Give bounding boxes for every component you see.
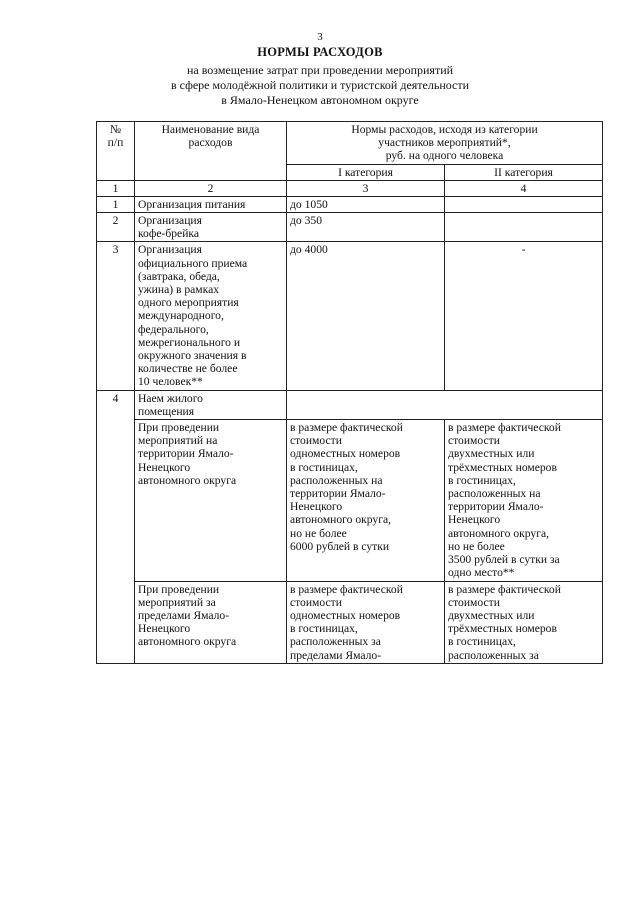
document-subtitle xyxy=(0,63,640,108)
expense-name: Наем жилого помещения xyxy=(135,390,287,419)
column-number: 4 xyxy=(445,180,603,196)
header-category-2: II категория xyxy=(445,164,603,180)
column-number: 2 xyxy=(135,180,287,196)
subexpense-name: При проведении мероприятий за пределами Ямало- Ненецкого автономного округа xyxy=(135,581,287,663)
expense-name: Организация официального приема (завтрака, обеда, ужина) в рамках одного мероприятия международного, федерального, межрегионального и окружного значения в количестве не более 10 человек** xyxy=(135,242,287,390)
table-subrow xyxy=(97,581,603,663)
column-number: 3 xyxy=(287,180,445,196)
category-2-value xyxy=(445,196,603,212)
category-2-value: в размере фактической стоимости двухместных или трёхместных номеров в гостиницах, расположенных на территории Ямало- Ненецкого автономного округа, но не более 3500 рублей в сутки за одно место** xyxy=(445,420,603,581)
column-number-row xyxy=(97,180,603,196)
subtitle-line: в Ямало-Ненецком автономном округе xyxy=(221,93,419,107)
header-expense-type: Наименование вида расходов xyxy=(135,122,287,181)
table-header-row xyxy=(97,122,603,165)
document-title: НОРМЫ РАСХОДОВ xyxy=(257,45,383,59)
row-number: 1 xyxy=(97,196,135,212)
table-row xyxy=(97,213,603,242)
header-number: № п/п xyxy=(97,122,135,181)
expense-name: Организация кофе-брейка xyxy=(135,213,287,242)
table-row xyxy=(97,242,603,390)
table-row xyxy=(97,196,603,212)
subexpense-name: При проведении мероприятий на территории Ямало- Ненецкого автономного округа xyxy=(135,420,287,581)
category-1-value: в размере фактической стоимости одноместных номеров в гостиницах, расположенных за пределами Ямало- xyxy=(287,581,445,663)
table-row xyxy=(97,390,603,419)
norms-table xyxy=(96,121,603,664)
category-2-value xyxy=(445,213,603,242)
category-1-value: до 1050 xyxy=(287,196,445,212)
category-2-value: в размере фактической стоимости двухместных или трёхместных номеров в гостиницах, расположенных за xyxy=(445,581,603,663)
category-1-value: до 350 xyxy=(287,213,445,242)
category-1-value: до 4000 xyxy=(287,242,445,390)
empty-merged-cell xyxy=(287,390,603,419)
expense-name: Организация питания xyxy=(135,196,287,212)
category-1-value: в размере фактической стоимости одноместных номеров в гостиницах, расположенных на территории Ямало- Ненецкого автономного округа, но не более 6000 рублей в сутки xyxy=(287,420,445,581)
row-number: 2 xyxy=(97,213,135,242)
table-subrow xyxy=(97,420,603,581)
page-number: 3 xyxy=(317,31,323,43)
column-number: 1 xyxy=(97,180,135,196)
row-number: 4 xyxy=(97,390,135,663)
header-norms: Нормы расходов, исходя из категории участников мероприятий*, руб. на одного человека xyxy=(287,122,603,165)
row-number: 3 xyxy=(97,242,135,390)
category-2-value: - xyxy=(445,242,603,390)
header-category-1: I категория xyxy=(287,164,445,180)
subtitle-line: в сфере молодёжной политики и туристской деятельности xyxy=(170,78,470,92)
subtitle-line: на возмещение затрат при проведении мероприятий xyxy=(186,63,454,77)
